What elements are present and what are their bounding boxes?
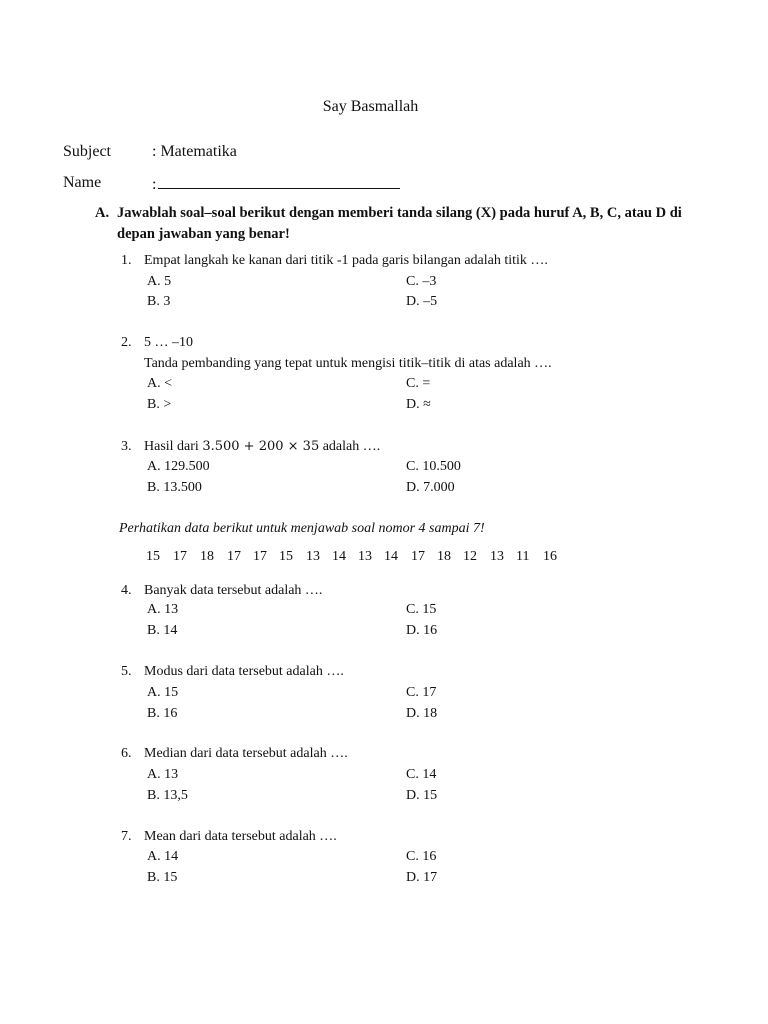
- question-4-text: Banyak data tersebut adalah ….: [144, 583, 323, 598]
- subject-value: : Matematika: [152, 143, 237, 160]
- question-3-option-a[interactable]: A. 129.500: [147, 459, 210, 474]
- question-7-option-c[interactable]: C. 16: [406, 849, 437, 864]
- data-value: 14: [332, 549, 346, 564]
- question-5-option-d[interactable]: D. 18: [406, 706, 438, 721]
- question-7-text: Mean dari data tersebut adalah ….: [144, 829, 337, 844]
- name-blank-line: [158, 174, 400, 189]
- question-2-expression: 5 … –10: [144, 335, 193, 350]
- question-2-number: 2.: [121, 335, 132, 350]
- name-label: Name: [63, 174, 102, 191]
- data-value: 18: [200, 549, 214, 564]
- question-3-option-c[interactable]: C. 10.500: [406, 459, 461, 474]
- question-1-option-a[interactable]: A. 5: [147, 274, 172, 289]
- data-instruction: Perhatikan data berikut untuk menjawab soal nomor 4 sampai 7!: [119, 521, 485, 536]
- question-4-option-d[interactable]: D. 16: [406, 623, 438, 638]
- question-1-option-b[interactable]: B. 3: [147, 294, 171, 309]
- question-7-option-a[interactable]: A. 14: [147, 849, 179, 864]
- question-2-text: Tanda pembanding yang tepat untuk mengisi titik–titik di atas adalah ….: [144, 356, 552, 371]
- question-4-number: 4.: [121, 583, 132, 598]
- question-2-option-d[interactable]: D. ≈: [406, 397, 431, 412]
- question-4-option-a[interactable]: A. 13: [147, 602, 179, 617]
- data-value: 18: [437, 549, 451, 564]
- question-1-option-d[interactable]: D. –5: [406, 294, 438, 309]
- question-3-text-suffix: adalah ….: [319, 439, 381, 454]
- question-3-option-b[interactable]: B. 13.500: [147, 480, 202, 495]
- section-instruction-text: Jawablah soal–soal berikut dengan memberi tanda silang (X) pada huruf A, B, C, atau D di depan jawaban yang benar!: [117, 205, 682, 242]
- data-value: 15: [279, 549, 293, 564]
- question-3-option-d[interactable]: D. 7.000: [406, 480, 455, 495]
- question-3-math-expression: 3.500 + 200 × 35: [202, 439, 320, 454]
- question-6-option-c[interactable]: C. 14: [406, 767, 437, 782]
- data-value: 17: [227, 549, 241, 564]
- data-value: 17: [173, 549, 187, 564]
- question-1-number: 1.: [121, 253, 132, 268]
- data-value: 12: [463, 549, 477, 564]
- question-6-option-b[interactable]: B. 13,5: [147, 788, 188, 803]
- data-value: 13: [490, 549, 504, 564]
- name-colon: :: [152, 176, 157, 193]
- data-value: 13: [306, 549, 320, 564]
- question-5-option-c[interactable]: C. 17: [406, 685, 437, 700]
- question-7-number: 7.: [121, 829, 132, 844]
- section-letter: A.: [95, 205, 110, 221]
- question-1-text: Empat langkah ke kanan dari titik -1 pada garis bilangan adalah titik ….: [144, 253, 548, 268]
- data-value: 14: [384, 549, 398, 564]
- question-2-option-b[interactable]: B. >: [147, 397, 172, 412]
- question-1-option-c[interactable]: C. –3: [406, 274, 437, 289]
- data-value: 15: [146, 549, 160, 564]
- question-6-number: 6.: [121, 746, 132, 761]
- question-3-text-prefix: Hasil dari: [144, 439, 203, 454]
- question-7-option-d[interactable]: D. 17: [406, 870, 438, 885]
- question-4-option-c[interactable]: C. 15: [406, 602, 437, 617]
- question-5-option-b[interactable]: B. 16: [147, 706, 178, 721]
- data-value: 17: [253, 549, 267, 564]
- question-5-text: Modus dari data tersebut adalah ….: [144, 664, 344, 679]
- subject-label: Subject: [63, 143, 111, 160]
- section-instruction: [95, 203, 695, 245]
- question-6-option-d[interactable]: D. 15: [406, 788, 438, 803]
- question-6-option-a[interactable]: A. 13: [147, 767, 179, 782]
- question-3-number: 3.: [121, 439, 132, 454]
- name-field[interactable]: [152, 174, 400, 194]
- question-3-text: [144, 439, 380, 455]
- data-value: 11: [516, 549, 530, 564]
- data-value: 17: [411, 549, 425, 564]
- question-2-option-c[interactable]: C. =: [406, 376, 431, 391]
- question-5-number: 5.: [121, 664, 132, 679]
- document-title: Say Basmallah: [322, 98, 419, 115]
- question-5-option-a[interactable]: A. 15: [147, 685, 179, 700]
- question-4-option-b[interactable]: B. 14: [147, 623, 178, 638]
- question-6-text: Median dari data tersebut adalah ….: [144, 746, 348, 761]
- question-2-option-a[interactable]: A. <: [147, 376, 173, 391]
- data-value: 13: [358, 549, 372, 564]
- data-value: 16: [543, 549, 557, 564]
- question-7-option-b[interactable]: B. 15: [147, 870, 178, 885]
